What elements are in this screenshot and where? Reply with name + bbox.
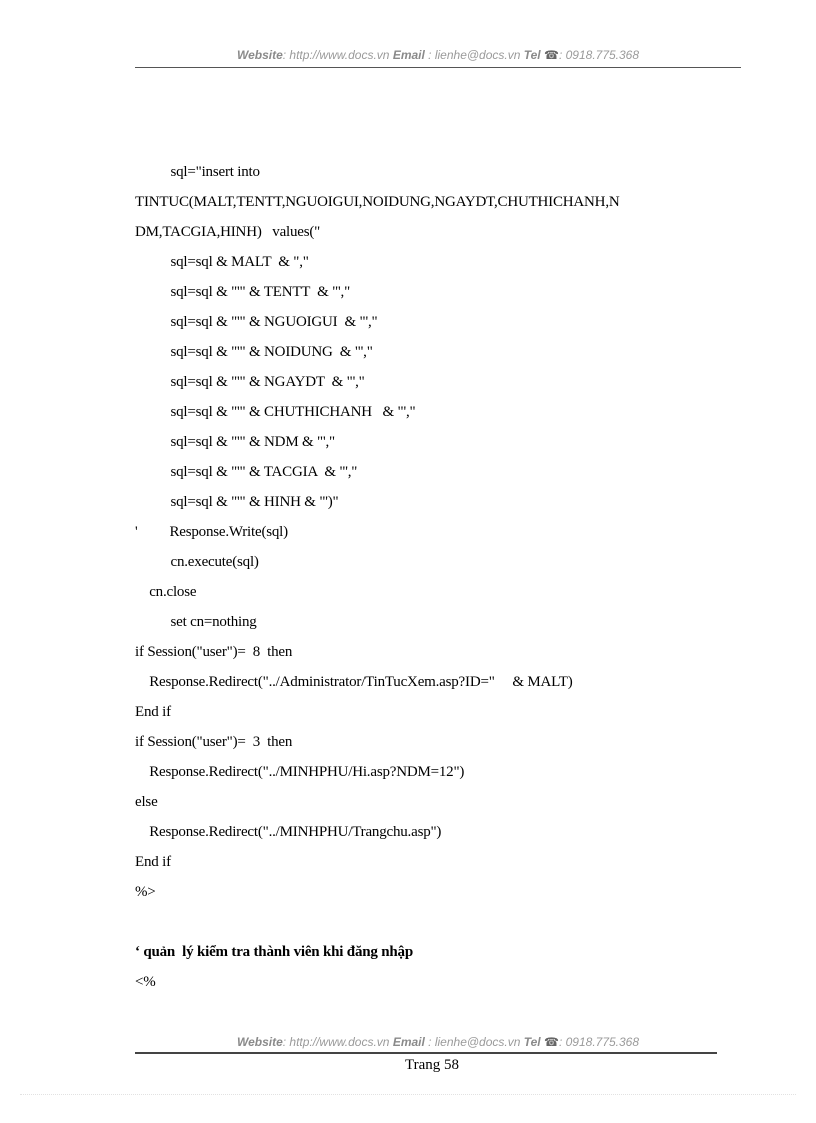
code-line: Response.Redirect("../MINHPHU/Trangchu.asp") — [135, 824, 442, 840]
website-label: Website — [236, 1035, 283, 1049]
page-edge-divider — [20, 1094, 796, 1095]
code-line: Response.Redirect("../MINHPHU/Hi.asp?NDM=12") — [135, 764, 465, 780]
code-line: ' Response.Write(sql) — [135, 524, 288, 540]
tel-value: : 0918.775.368 — [558, 48, 640, 62]
phone-icon: ☎ — [544, 48, 559, 62]
code-line: set cn=nothing — [135, 614, 257, 630]
page-number: Trang 58 — [404, 1057, 460, 1073]
email-value: : lienhe@docs.vn — [428, 1035, 521, 1049]
email-label: Email — [392, 1035, 425, 1049]
footer-divider — [135, 1052, 717, 1054]
code-line: sql=sql & "'" & CHUTHICHANH & "'," — [135, 404, 416, 420]
code-line: Response.Redirect("../Administrator/TinTucXem.asp?ID=" & MALT) — [135, 674, 573, 690]
code-line: End if — [135, 704, 171, 720]
code-line: TINTUC(MALT,TENTT,NGUOIGUI,NOIDUNG,NGAYDT,CHUTHICHANH,N — [135, 194, 620, 210]
section-heading: ‘ quản lý kiểm tra thành viên khi đăng nhập — [135, 944, 413, 960]
code-line: sql=sql & "'" & NGUOIGUI & "'," — [135, 314, 378, 330]
code-line: if Session("user")= 3 then — [135, 734, 293, 750]
tel-value: : 0918.775.368 — [558, 1035, 640, 1049]
email-label: Email — [392, 48, 425, 62]
email-value: : lienhe@docs.vn — [428, 48, 521, 62]
code-line: sql=sql & "'" & NDM & "'," — [135, 434, 335, 450]
code-line: End if — [135, 854, 171, 870]
website-url: : http://www.docs.vn — [282, 1035, 390, 1049]
code-line: DM,TACGIA,HINH) values(" — [135, 224, 321, 240]
tel-label: Tel — [523, 48, 541, 62]
code-line: else — [135, 794, 158, 810]
phone-icon: ☎ — [544, 1035, 559, 1049]
tel-label: Tel — [523, 1035, 541, 1049]
code-line: cn.execute(sql) — [135, 554, 259, 570]
code-open-tag: <% — [135, 974, 156, 990]
code-line: sql=sql & "'" & HINH & "')" — [135, 494, 339, 510]
code-line: sql=sql & "'" & TACGIA & "'," — [135, 464, 358, 480]
website-url: : http://www.docs.vn — [282, 48, 390, 62]
page-header — [135, 48, 741, 62]
code-line: sql=sql & MALT & "," — [135, 254, 309, 270]
header-divider — [135, 67, 741, 68]
website-label: Website — [236, 48, 283, 62]
code-line: %> — [135, 884, 156, 900]
code-line: if Session("user")= 8 then — [135, 644, 293, 660]
code-line: sql=sql & "'" & NGAYDT & "'," — [135, 374, 365, 390]
code-line: sql=sql & "'" & NOIDUNG & "'," — [135, 344, 373, 360]
code-line: sql="insert into — [135, 164, 260, 180]
code-line: cn.close — [135, 584, 197, 600]
page-footer — [135, 1035, 741, 1049]
code-line: sql=sql & "'" & TENTT & "'," — [135, 284, 351, 300]
